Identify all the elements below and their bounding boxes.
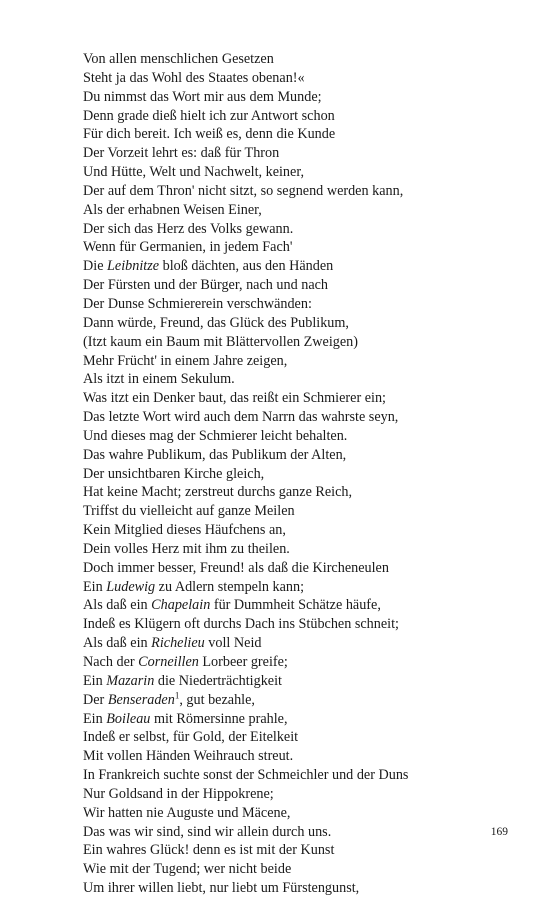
- poem-line: [83, 107, 523, 126]
- line-text: Der Vorzeit lehrt es: daß für Thron: [83, 145, 280, 162]
- italic-name: Richelieu: [151, 635, 205, 652]
- line-text: Dann würde, Freund, das Glück des Publikum,: [83, 314, 349, 331]
- line-text: Der auf dem Thron' nicht sitzt, so segnend werden kann,: [83, 182, 404, 199]
- poem-line: [83, 483, 523, 502]
- poem-line: [83, 766, 523, 785]
- line-text: Hat keine Macht; zerstreut durchs ganze Reich,: [83, 484, 353, 501]
- line-text: Die: [83, 258, 108, 275]
- poem-line: [83, 389, 523, 408]
- line-text: Ein wahres Glück! denn es ist mit der Kunst: [83, 842, 335, 859]
- poem-line: [83, 860, 523, 879]
- line-text: zu Adlern stempeln kann;: [155, 578, 305, 595]
- line-text: Der Dunse Schmiererein verschwänden:: [83, 295, 312, 312]
- italic-name: Leibnitze: [107, 258, 160, 275]
- line-text: Dein volles Herz mit ihm zu theilen.: [83, 540, 290, 557]
- poem-line: [83, 540, 523, 559]
- line-text: Als der erhabnen Weisen Einer,: [83, 201, 262, 218]
- line-text: Denn grade dieß hielt ich zur Antwort schon: [83, 107, 335, 124]
- poem-line: [83, 691, 523, 710]
- poem-line: [83, 163, 523, 182]
- line-text: Und dieses mag der Schmierer leicht behalten.: [83, 427, 348, 444]
- line-text: für Dummheit Schätze häufe,: [210, 597, 381, 614]
- line-text: Und Hütte, Welt und Nachwelt, keiner,: [83, 164, 305, 181]
- line-text: Das wahre Publikum, das Publikum der Alten,: [83, 446, 347, 463]
- poem-line: [83, 578, 523, 597]
- poem-line: [83, 257, 523, 276]
- poem-text: [83, 50, 523, 898]
- line-text: Der sich das Herz des Volks gewann.: [83, 220, 294, 237]
- line-text: Lorbeer greife;: [198, 654, 288, 670]
- poem-line: [83, 238, 523, 257]
- poem-line: [83, 653, 523, 672]
- line-text: die Niederträchtigkeit: [154, 672, 282, 689]
- poem-line: [83, 201, 523, 220]
- line-text: Kein Mitglied dieses Häufchens an,: [83, 522, 286, 539]
- line-text: Wie mit der Tugend; wer nicht beide: [83, 861, 292, 878]
- poem-line: [83, 314, 523, 333]
- poem-line: [83, 427, 523, 446]
- italic-name: Chapelain: [151, 597, 211, 614]
- poem-line: [83, 333, 523, 352]
- poem-line: [83, 502, 523, 521]
- line-text: Als itzt in einem Sekulum.: [83, 371, 235, 388]
- italic-name: Ludewig: [106, 578, 156, 595]
- line-text: Nur Goldsand in der Hippokrene;: [83, 785, 274, 802]
- poem-line: [83, 50, 523, 69]
- line-text: Mehr Frücht' in einem Jahre zeigen,: [83, 352, 288, 369]
- line-text: (Itzt kaum ein Baum mit Blättervollen Zweigen): [83, 333, 359, 350]
- poem-line: [83, 144, 523, 163]
- poem-line: [83, 785, 523, 804]
- line-text: mit Römersinne prahle,: [150, 710, 288, 727]
- poem-line: [83, 446, 523, 465]
- line-text: Wenn für Germanien, in jedem Fach': [83, 239, 293, 256]
- poem-line: [83, 220, 523, 239]
- poem-line: [83, 69, 523, 88]
- poem-line: [83, 879, 523, 898]
- line-text: Ein: [83, 710, 107, 727]
- line-text: Als daß ein: [83, 597, 152, 614]
- italic-name: Corneillen: [138, 654, 199, 670]
- italic-name: Benseraden: [107, 691, 175, 708]
- line-text: Der Fürsten und der Bürger, nach und nach: [83, 277, 329, 294]
- line-text: Von allen menschlichen Gesetzen: [83, 51, 274, 67]
- poem-line: [83, 521, 523, 540]
- poem-line: [83, 841, 523, 860]
- poem-line: [83, 672, 523, 691]
- poem-line: [83, 88, 523, 107]
- line-text: Ein: [83, 672, 107, 689]
- line-text: Das letzte Wort wird auch dem Narrn das wahrste seyn,: [83, 409, 399, 426]
- italic-name: Boileau: [106, 710, 151, 727]
- line-text: Steht ja das Wohl des Staates obenan!«: [83, 69, 305, 86]
- line-text: Als daß ein: [83, 635, 152, 652]
- line-text: Triffst du vielleicht auf ganze Meilen: [83, 503, 295, 520]
- poem-line: [83, 728, 523, 747]
- line-text: Um ihrer willen liebt, nur liebt um Fürstengunst,: [83, 880, 360, 897]
- poem-line: [83, 710, 523, 729]
- poem-line: [83, 182, 523, 201]
- poem-line: [83, 276, 523, 295]
- line-text: Indeß es Klügern oft durchs Dach ins Stübchen schneit;: [83, 616, 399, 633]
- poem-line: [83, 352, 523, 371]
- poem-line: [83, 634, 523, 653]
- poem-line: [83, 465, 523, 484]
- poem-line: [83, 804, 523, 823]
- line-text: In Frankreich suchte sonst der Schmeichler und der Duns: [83, 767, 409, 784]
- italic-name: Mazarin: [106, 672, 155, 689]
- poem-line: [83, 125, 523, 144]
- line-text: Ein: [83, 578, 107, 595]
- footnote-marker: 1: [174, 689, 180, 700]
- line-text: Du nimmst das Wort mir aus dem Munde;: [83, 88, 322, 105]
- line-text: Wir hatten nie Auguste und Mäcene,: [83, 804, 291, 821]
- line-text: voll Neid: [204, 635, 262, 652]
- poem-line: [83, 615, 523, 634]
- poem-line: [83, 408, 523, 427]
- line-text: Für dich bereit. Ich weiß es, denn die Kunde: [83, 126, 336, 143]
- line-text: Doch immer besser, Freund! als daß die Kircheneulen: [83, 559, 389, 576]
- line-text: bloß dächten, aus den Händen: [159, 258, 334, 275]
- line-text: Nach der: [83, 654, 139, 670]
- poem-line: [83, 370, 523, 389]
- poem-line: [83, 823, 523, 842]
- poem-line: [83, 295, 523, 314]
- poem-line: [83, 559, 523, 578]
- line-text: Das was wir sind, sind wir allein durch uns.: [83, 823, 332, 840]
- line-text: Mit vollen Händen Weihrauch streut.: [83, 748, 294, 765]
- line-text: Der unsichtbaren Kirche gleich,: [83, 465, 265, 482]
- poem-line: [83, 596, 523, 615]
- line-text: Was itzt ein Denker baut, das reißt ein Schmierer ein;: [83, 390, 386, 407]
- line-text: Indeß er selbst, für Gold, der Eitelkeit: [83, 729, 299, 746]
- poem-line: [83, 747, 523, 766]
- line-text: Der: [83, 691, 108, 708]
- line-text: , gut bezahle,: [179, 691, 255, 708]
- page-number: 169: [490, 826, 508, 838]
